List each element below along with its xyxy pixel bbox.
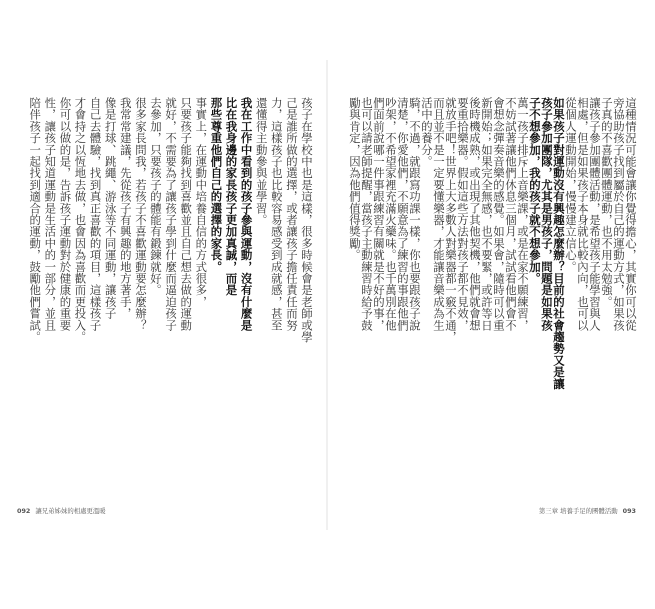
right-chapter-label: 第三章 bbox=[538, 507, 559, 515]
body-text-column: 這種情況可能會讓你覺得擔心，其實你可以從 bbox=[624, 97, 638, 331]
body-text-column: 像是打球、跳繩、游泳等不同運動，讓孩子 bbox=[103, 97, 118, 320]
body-text-column: 就放手吧！世界上大多數人對樂器都一竅不通， bbox=[444, 97, 458, 343]
left-page-footer bbox=[14, 506, 106, 515]
emphasis-text-column: 我在工作中看到的孩子參與運動，沒有什麼是 bbox=[239, 97, 254, 331]
body-text-column: 們面前說哪一件事跟練習有關就是不好的事， bbox=[372, 97, 386, 331]
body-text-column: 還懂得主動參與並學習。 bbox=[254, 97, 269, 226]
body-text-column: 勵與肯定，因為他們值得獎勵。 bbox=[348, 97, 362, 261]
body-text-column: 後時機成熟，或出現了其他契機，他們就會想 bbox=[468, 97, 482, 331]
emphasis-text-column: 比在我身邊的家長孩子更加真誠，而是 bbox=[224, 97, 239, 296]
right-page-number: 093 bbox=[622, 507, 636, 515]
body-text-column: 性，讓孩子知道運動是生活中的一部分，並且 bbox=[43, 97, 58, 331]
body-text-column: 也可以請老師提醒，當孩子主動練習時給予鼓 bbox=[360, 97, 374, 331]
body-text-column: 讓孩子參加團體活動，是希望孩子能學習與人 bbox=[588, 97, 602, 331]
body-text-column: 力，這樣孩子也比較容易感受到成就感，甚至 bbox=[269, 97, 284, 331]
body-text-column: 旁協助孩子找到屬於自己的運動方式，如果孩 bbox=[612, 97, 626, 331]
body-text-column: 相處，但是如果孩子本身就比較內向，也可以 bbox=[576, 97, 590, 331]
right-running-title: 培養手足的團體活動 bbox=[560, 507, 618, 515]
right-page-footer bbox=[539, 506, 639, 515]
emphasis-text-column: 如果孩子對運動沒有興趣怎麼辦？目前的社會趨勢又是讓 bbox=[552, 97, 566, 390]
body-text-column: 才會持之以恆地去做，也會因為喜歡而更投入。 bbox=[73, 97, 88, 343]
body-text-column: 很多家長問我，若孩子不喜歡運動要怎麼辦？ bbox=[133, 97, 148, 331]
right-page bbox=[328, 0, 655, 609]
body-text-column: 會想念彈奏音樂的感覺。如果會，隨時可以重 bbox=[492, 97, 506, 331]
body-text-column: 去參加，只要孩子的體能有鍛鍊就好。 bbox=[149, 97, 163, 296]
body-text-column: 萬一孩子排斥上音樂課，或是在家不願練習， bbox=[516, 97, 530, 331]
body-text-column: 而且並不是一定要懂樂器，才能讓音樂成為生 bbox=[432, 97, 446, 331]
emphasis-text-column: 那些尊重他們自己的選擇的家長。 bbox=[209, 97, 224, 273]
body-text-column: 要重拾樂器。假如這些方法對孩子都不見效， bbox=[456, 97, 470, 331]
body-text-column: 就好，不需要為了讓孩子學到什麼而逼迫孩子 bbox=[164, 97, 179, 331]
body-text-column: 我常常建議，先從孩子有興趣的地方著手， bbox=[118, 97, 133, 320]
emphasis-text-column: 孩子參加團隊，尤其是男孩子，問題是如果孩 bbox=[540, 97, 554, 331]
left-page bbox=[0, 0, 327, 609]
body-text-column: 新開始；如果完全無感，也不要緊，或許等日 bbox=[480, 97, 494, 331]
body-text-column: 己是誰所做的選擇，或者讓孩子擔任責任而努 bbox=[284, 97, 299, 331]
body-text-column: 不妨試著讓他們休息三個月，試試看他們會不 bbox=[504, 97, 518, 331]
body-text-column: 你可以做的是，告訴孩子運動對於健康的重要 bbox=[58, 97, 73, 331]
body-text-column: 自己去體驗，找到真正喜歡的項目，這樣孩子 bbox=[88, 97, 103, 331]
left-page-number: 092 bbox=[17, 507, 31, 515]
body-text-column: 從個人運動開始，慢慢建立信心。 bbox=[564, 97, 578, 273]
body-text-column: 陪伴孩子一起找到適合的運動，鼓勵他們嘗試。 bbox=[28, 97, 43, 343]
body-text-column: 吵架，不希望家裡充滿火藥味。也千萬別在他 bbox=[384, 97, 398, 331]
body-text-column: 清楚，你愛他們，不願意為了練習的事跟他們 bbox=[396, 97, 410, 331]
body-text-column: 子真的不喜歡團體運動，也不用太勉強。 bbox=[600, 97, 614, 308]
emphasis-text-column: 子不想參加，我的孩子就不想參加。 bbox=[528, 97, 542, 285]
body-text-column: 事實上，在運動中培養自信的方式很多， bbox=[194, 97, 209, 308]
body-text-column: 只要孩子能夠找到喜歡並且自己想去做的運動 bbox=[179, 97, 194, 331]
left-running-title: 讓兄弟姊妹的相處更溫暖 bbox=[35, 507, 106, 515]
body-text-column: 騎，不過，就跟寫功課一樣，你也要跟孩子說 bbox=[408, 97, 422, 331]
body-text-column: 活中的養分。 bbox=[420, 97, 434, 168]
body-text-column: 孩子在學校中也是這樣，很多時候會是老師或學 bbox=[300, 97, 314, 343]
